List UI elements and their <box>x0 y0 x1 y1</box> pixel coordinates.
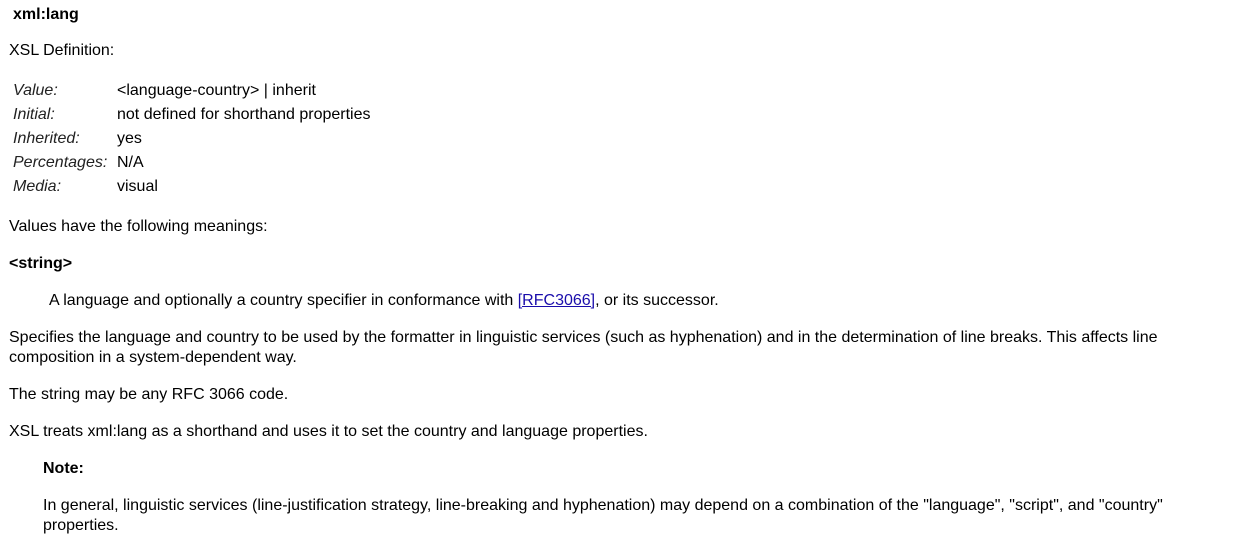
term-desc-text: , or its successor. <box>595 292 719 309</box>
property-key: Media: <box>13 178 62 195</box>
rfc3066-link[interactable]: [RFC3066] <box>517 292 596 309</box>
property-value: visual <box>117 178 158 195</box>
meanings-intro: Values have the following meanings: <box>9 218 268 235</box>
property-value: <language-country> | inherit <box>117 82 316 99</box>
property-title: xml:lang <box>13 6 79 23</box>
property-key: Initial: <box>13 106 55 123</box>
shorthand-paragraph: XSL treats xml:lang as a shorthand and uses it to set the country and language properties. <box>9 423 648 440</box>
property-key: Percentages: <box>13 154 108 171</box>
value-term: <string> <box>9 255 73 272</box>
term-desc-text: A language and optionally a country specifier in conformance with <box>49 292 518 309</box>
note-body: In general, linguistic services (line-justification strategy, line-breaking and hyphenation) may depend on a combination of the "language", "script", and "country" properties. <box>43 497 1163 534</box>
property-key: Value: <box>13 82 58 99</box>
description-paragraph: Specifies the language and country to be used by the formatter in linguistic services (such as hyphenation) and in the determination of line breaks. This affects line composition in a system-dependent way. <box>9 329 1158 366</box>
property-value: not defined for shorthand properties <box>117 106 371 123</box>
property-value: yes <box>117 130 142 147</box>
property-key: Inherited: <box>13 130 80 147</box>
property-value: N/A <box>117 154 144 171</box>
definition-label: XSL Definition: <box>9 42 115 59</box>
note-heading: Note: <box>43 460 84 477</box>
value-term-description <box>49 291 719 311</box>
rfc-code-paragraph: The string may be any RFC 3066 code. <box>9 386 289 403</box>
